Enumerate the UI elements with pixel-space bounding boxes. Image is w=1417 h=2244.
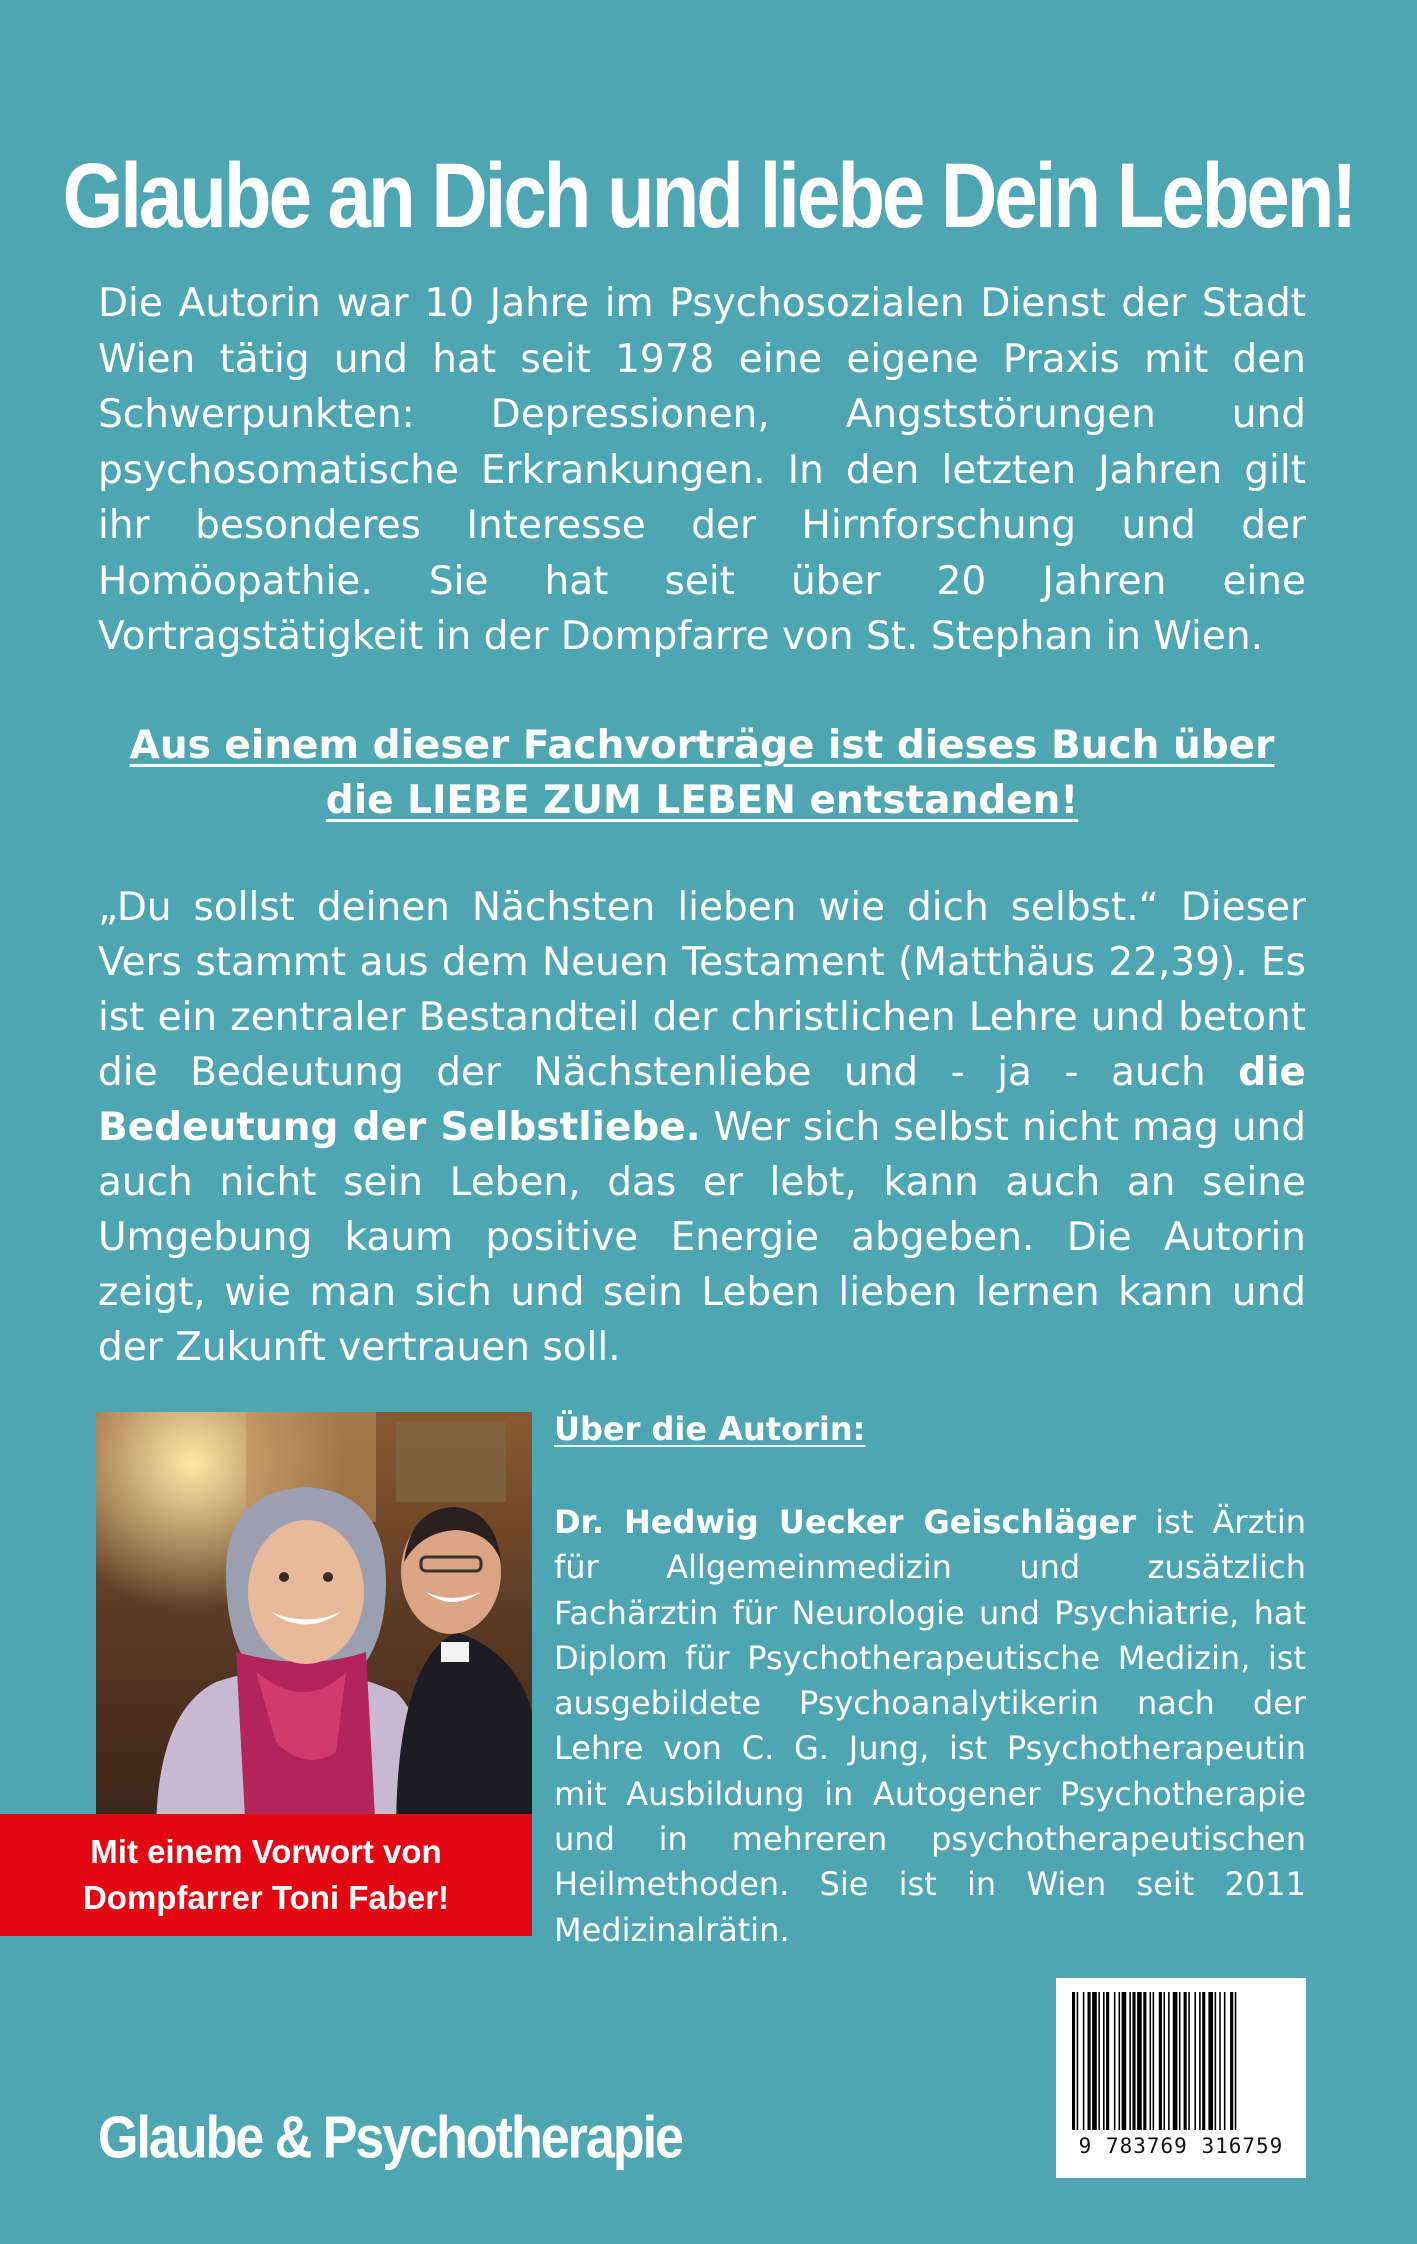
barcode-bar: [1077, 1992, 1079, 2130]
quote-text-end: Wer sich selbst nicht mag und auch nicht sein Leben, das er lebt, kann auch an seine Umgebung kaum positive Energie abgeben. Die Autorin zeigt, wie man sich und sein Leben lieben lernen kann und der Zukunft vertrauen soll.: [98, 1105, 1306, 1370]
highlight-line-1: Aus einem dieser Fachvorträge ist dieses Buch über: [129, 723, 1275, 768]
barcode-bar: [1163, 1992, 1165, 2130]
foreword-line-1: Mit einem Vorwort von: [90, 1833, 442, 1870]
barcode-bar: [1184, 1992, 1187, 2130]
barcode-bar: [1083, 1992, 1085, 2130]
barcode-bar: [1122, 1992, 1127, 2130]
author-bio-text: ist Ärztin für Allgemeinmedizin und zusätzlich Fachärztin für Neurologie und Psychiatrie, hat Diplom für Psychotherapeutische Medizin, ist ausgebildete Psychoanalytikerin nach der Lehre von C. G. Jung, ist Psychotherapeutin mit Ausbildung in Autogener Psychotherapie und in mehreren psychotherapeutischen Heilmethoden. Sie ist in Wien seit 2011 Medizinalrätin.: [554, 1503, 1307, 1949]
barcode-bar: [1230, 1992, 1233, 2130]
cover-title: Glaube an Dich und liebe Dein Leben!: [62, 142, 1355, 247]
quote-paragraph: [98, 880, 1306, 1375]
barcode-bar: [1150, 1992, 1152, 2130]
series-title: Glaube & Psychotherapie: [98, 2104, 682, 2172]
barcode-bar: [1199, 1992, 1201, 2130]
barcode-bar: [1179, 1992, 1181, 2130]
author-name: Dr. Hedwig Uecker Geischläger: [554, 1503, 1137, 1541]
highlight-statement: [98, 718, 1306, 828]
barcode-bar: [1194, 1992, 1196, 2130]
barcode-bar: [1114, 1992, 1116, 2130]
barcode-bar: [1119, 1992, 1121, 2130]
barcode-bar: [1153, 1992, 1155, 2130]
barcode-bar: [1137, 1992, 1142, 2130]
barcode-bar: [1092, 1992, 1097, 2130]
barcode-bar: [1143, 1992, 1146, 2130]
barcode-bar: [1088, 1992, 1091, 2130]
author-bio: [554, 1500, 1306, 1953]
barcode-bars: [1068, 1992, 1294, 2130]
author-heading: Über die Autorin:: [554, 1410, 866, 1448]
barcode-bar: [1215, 1992, 1217, 2130]
author-photo: [96, 1412, 532, 1836]
barcode-bar: [1224, 1992, 1226, 2130]
barcode-bar: [1098, 1992, 1100, 2130]
barcode-bar: [1173, 1992, 1178, 2130]
barcode-bar: [1202, 1992, 1205, 2130]
barcode-bar: [1208, 1992, 1213, 2130]
foreword-banner: [0, 1814, 532, 1936]
isbn-barcode: [1056, 1978, 1306, 2178]
barcode-bar: [1106, 1992, 1109, 2130]
foreword-line-2: Dompfarrer Toni Faber!: [82, 1879, 450, 1916]
intro-paragraph: Die Autorin war 10 Jahre im Psychosozialen Dienst der Stadt Wien tätig und hat seit 1978 eine eigene Praxis mit den Schwerpunkten: Depressionen, Angststörungen und psychosomatische Erkrankungen. In den letzten Jahren gilt ihr besonderes Interesse der Hirnforschung und der Homöopathie. Sie hat seit über 20 Jahren eine Vortragstätigkeit in der Dompfarre von St. Stephan in Wien.: [98, 281, 1306, 659]
barcode-bar: [1159, 1992, 1162, 2130]
quote-bold-text: die Bedeutung der Selbstliebe.: [98, 1050, 1306, 1150]
barcode-bar: [1219, 1992, 1221, 2130]
quote-text-start: „Du sollst deinen Nächsten lieben wie dich selbst.“ Dieser Vers stammt aus dem Neuen Testament (Matthäus 22,39). Es ist ein zentraler Bestandteil der christlichen Lehre und betont die Bedeutung der Nächstenliebe und - ja - auch: [98, 885, 1306, 1095]
barcode-bar: [1188, 1992, 1190, 2130]
isbn-number: 9 783769 316759: [1078, 2134, 1284, 2158]
barcode-bar: [1072, 1992, 1075, 2130]
barcode-bar: [1235, 1992, 1237, 2130]
barcode-bar: [1168, 1992, 1170, 2130]
barcode-bar: [1103, 1992, 1105, 2130]
barcode-bar: [1129, 1992, 1131, 2130]
highlight-line-2: die LIEBE ZUM LEBEN entstanden!: [325, 778, 1079, 823]
barcode-bar: [1132, 1992, 1135, 2130]
